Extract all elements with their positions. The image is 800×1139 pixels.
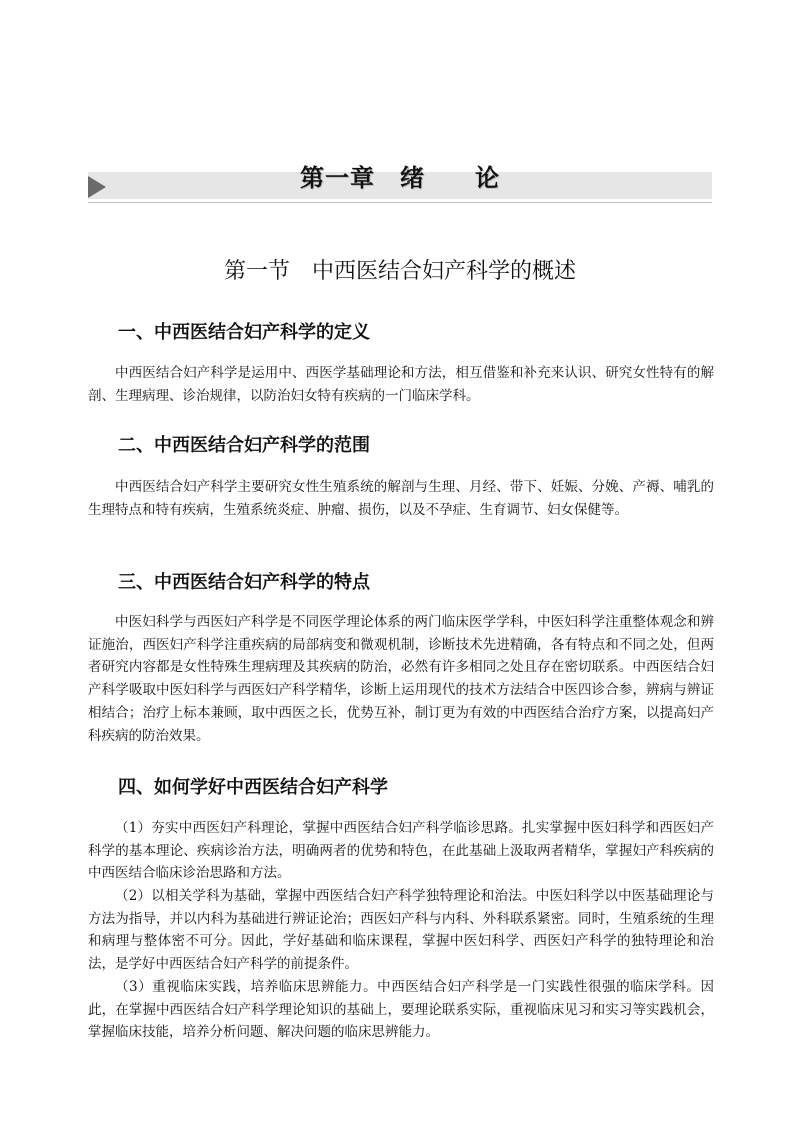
paragraph-learn-3: （3）重视临床实践，培养临床思辨能力。中西医结合妇产科学是一门实践性很强的临床学科。因此，在掌握中西医结合妇产科学理论知识的基础上，要理论联系实际，重视临床见习和实习等实践机会，掌握临床技能，培养分析问题、解决问题的临床思辨能力。: [88, 979, 714, 1041]
paragraph-scope: 中西医结合妇产科学主要研究女性生殖系统的解剖与生理、月经、带下、妊娠、分娩、产褥、哺乳的生理特点和特有疾病，生殖系统炎症、肿瘤、损伤，以及不孕症、生育调节、妇女保健等。: [88, 479, 714, 518]
subsection-heading-how-to-learn: 四、如何学好中西医结合妇产科学: [118, 777, 388, 798]
chapter-title: 第一章 绪 论: [300, 164, 500, 192]
paragraph-learn-1: （1）夯实中西医妇产科理论，掌握中西医结合妇产科学临诊思路。扎实掌握中医妇科学和西医妇产科学的基本理论、疾病诊治方法，明确两者的优势和特色，在此基础上汲取两者精华，掌握妇产科疾病的中西医结合临床诊治思路和方法。: [88, 820, 714, 882]
paragraph-definition: 中西医结合妇产科学是运用中、西医学基础理论和方法，相互借鉴和补充来认识、研究女性特有的解剖、生理病理、诊治规律，以防治妇女特有疾病的一门临床学科。: [88, 365, 714, 404]
paragraph-learn-2: （2）以相关学科为基础，掌握中西医结合妇产科学独特理论和治法。中医妇科学以中医基础理论与方法为指导，并以内科为基础进行辨证论治；西医妇产科与内科、外科联系紧密。同时，生殖系统的生理和病理与整体密不可分。因此，学好基础和临床课程，掌握中医妇科学、西医妇产科学的独特理论和治法，是学好中西医结合妇产科学的前提条件。: [88, 888, 714, 973]
subsection-heading-scope: 二、中西医结合妇产科学的范围: [118, 435, 370, 456]
paragraph-features: 中医妇科学与西医妇产科学是不同医学理论体系的两门临床医学学科，中医妇科学注重整体观念和辨证施治，西医妇产科学注重疾病的局部病变和微观机制，诊断技术先进精确，各有特点和不同之处，但两者研究内容都是女性特殊生理病理及其疾病的防治，必然有许多相同之处且存在密切联系。中西医结合妇产科学吸取中医妇科学与西医妇产科学精华，诊断上运用现代的技术方法结合中医四诊合参，辨病与辨证相结合；治疗上标本兼顾，取中西医之长，优势互补，制订更为有效的中西医结合治疗方案，以提高妇产科疾病的防治效果。: [88, 614, 714, 744]
subsection-heading-features: 三、中西医结合妇产科学的特点: [118, 572, 370, 593]
subsection-heading-definition: 一、中西医结合妇产科学的定义: [118, 322, 370, 343]
chapter-underline: [88, 202, 712, 203]
section-title: 第一节 中西医结合妇产科学的概述: [223, 259, 576, 284]
